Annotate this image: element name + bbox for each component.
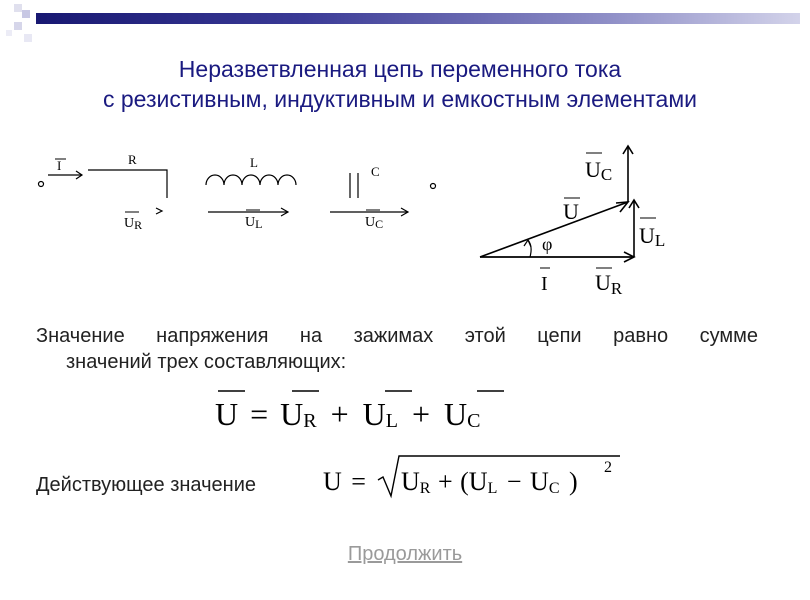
rms-label: Действующее значение — [36, 474, 256, 496]
formula-ul-sub: L — [385, 410, 398, 432]
rms-ur-sub: R — [419, 480, 431, 497]
svg-text:UC — [365, 215, 383, 231]
inductor-symbol — [206, 175, 296, 185]
svg-text:UR — [595, 270, 623, 298]
resistor-label: R — [128, 152, 137, 167]
continue-link[interactable]: Продолжить — [347, 543, 463, 565]
i-vector-label: I — [541, 273, 548, 295]
rms-ul-sub: L — [487, 480, 498, 497]
current-label: I — [57, 158, 62, 173]
ur-vector-label: U — [595, 270, 611, 295]
ul-circuit-label: U — [245, 215, 256, 230]
body-line-2: значений трех составляющих: — [66, 351, 347, 373]
ul-vector-label: U — [639, 223, 655, 248]
formula-uc-sub: C — [467, 410, 481, 432]
rms-uc: U — [530, 467, 549, 496]
svg-text:UC — [585, 157, 612, 184]
input-terminal — [39, 182, 44, 187]
ur-circuit-sub: R — [134, 218, 143, 232]
svg-text:UL — [245, 215, 262, 231]
uc-vector-label: U — [585, 157, 601, 182]
rms-minus: − — [506, 467, 522, 496]
body-line-1: Значение напряжения на зажимах этой цепи равно сумме — [36, 325, 758, 347]
circuit-diagram — [30, 140, 666, 305]
u-vector-label: U — [563, 199, 579, 224]
formula-ul: U — [362, 396, 386, 432]
svg-text:UR — [124, 216, 142, 232]
formula-plus-2: + — [411, 396, 431, 432]
rms-exponent: 2 — [604, 459, 612, 476]
formula-u: U — [215, 396, 239, 432]
svg-text:U = UR + UL — [215, 396, 480, 434]
capacitor-label: C — [371, 164, 380, 179]
ur-circuit-label: U — [124, 216, 135, 231]
uc-vector-sub: C — [600, 165, 613, 184]
output-terminal — [431, 184, 436, 189]
svg-text:UL — [639, 223, 665, 250]
rms-u: U — [323, 467, 342, 496]
formula-plus-1: + — [330, 396, 349, 432]
formula-uc: U — [444, 396, 468, 432]
slide-title — [0, 54, 800, 114]
ur-vector-sub: R — [610, 279, 623, 298]
rms-plus: + — [437, 467, 453, 496]
vector-sum-formula — [215, 385, 545, 435]
svg-text:U = — [323, 467, 366, 496]
uc-circuit-sub: C — [375, 217, 384, 231]
phi-label: φ — [542, 234, 553, 254]
rms-formula — [320, 452, 620, 502]
svg-text:UR + (UL − UC — [401, 467, 578, 499]
formula-ur: U — [280, 396, 304, 432]
formula-ur-sub: R — [303, 410, 317, 432]
rms-ur: U — [401, 467, 420, 496]
formula-eq: = — [250, 396, 269, 432]
header-bar — [36, 13, 800, 24]
u-vector — [480, 202, 628, 257]
corner-decoration — [0, 0, 60, 50]
title-line-1: Неразветвленная цепь переменного тока — [178, 56, 622, 82]
inductor-label: L — [250, 155, 258, 170]
ul-vector-sub: L — [654, 231, 666, 250]
ul-circuit-sub: L — [255, 217, 263, 231]
rms-close-paren: ) — [568, 467, 578, 496]
resistor-symbol — [88, 170, 167, 198]
uc-circuit-label: U — [365, 215, 376, 230]
rms-uc-sub: C — [548, 480, 560, 497]
rms-open-paren: ( — [460, 467, 469, 496]
rms-eq: = — [351, 467, 366, 496]
title-line-2: с резистивным, индуктивным и емкостным элементами — [102, 86, 697, 112]
rms-ul: U — [468, 467, 488, 496]
